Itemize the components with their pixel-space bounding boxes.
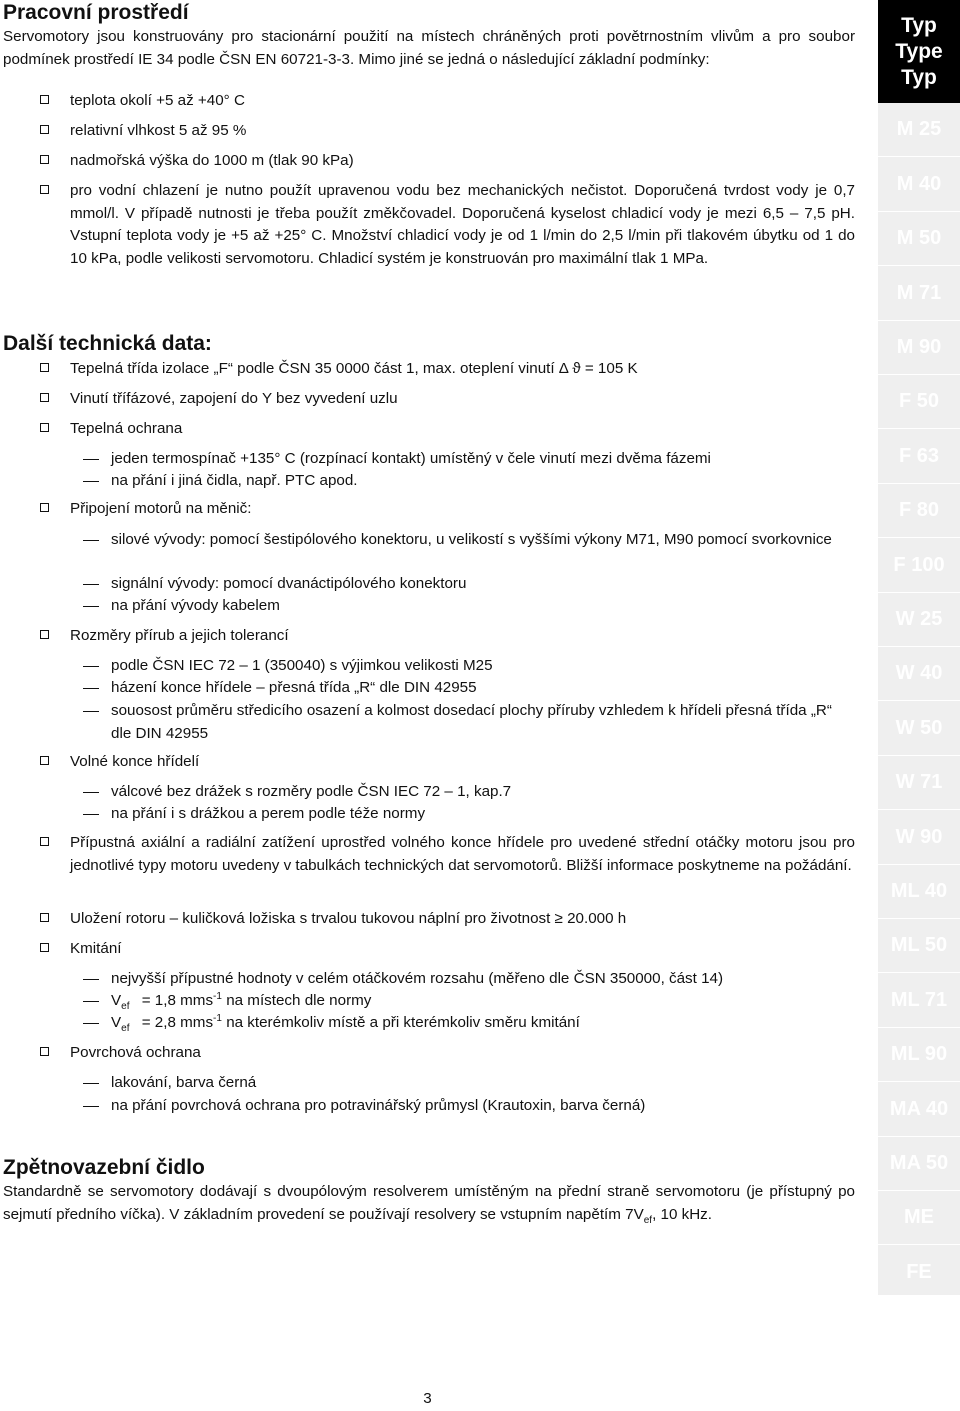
checkbox-bullet-icon	[40, 1047, 49, 1056]
bullet-altitude: nadmořská výška do 1000 m (tlak 90 kPa)	[3, 150, 855, 173]
sidebar-item-w50[interactable]: W 50	[878, 701, 960, 755]
sidebar-item-f80[interactable]: F 80	[878, 484, 960, 538]
dash-item-vef-any: $V_{ef} = 2,8$ mms$^{-1}$ na kterémkoliv místě a při kterémkoliv směru kmitání	[3, 1012, 855, 1035]
bullet-water-cooling: pro vodní chlazení je nutno použít upravenou vodu bez mechanických nečistot. Doporučená tvrdost vody je 0,7 mmol/l. V případě nutnosti je třeba použít změkčovadel. Doporučená kyselost chladicí vody je mezi 6,5 – 7,5 pH. Vstupní teplota vody je +5 až +25° C. Množství chladicí vody je od 1 l/min do 2,5 l/min při tlakovém úbytku od 1 do 10 kPa, podle velikosti servomotoru. Chladicí systém je konstruován pro maximální tlak 1 MPa.	[3, 180, 855, 270]
bullet-flange-dimensions: Rozměry přírub a jejich tolerancí	[3, 625, 855, 648]
checkbox-bullet-icon	[40, 363, 49, 372]
sidebar-item-m50[interactable]: M 50	[878, 212, 960, 266]
checkbox-bullet-icon	[40, 155, 49, 164]
checkbox-bullet-icon	[40, 837, 49, 846]
dash-item-cable-leads: na přání vývody kabelem	[3, 595, 855, 618]
dash-bullet-icon	[83, 1083, 99, 1084]
dash-item-shaft-runout: házení konce hřídele – přesná třída „R“ dle DIN 42955	[3, 677, 855, 700]
sidebar-item-ma40[interactable]: MA 40	[878, 1082, 960, 1136]
bullet-winding: Vinutí třífázové, zapojení do Y bez vyvedení uzlu	[3, 388, 855, 411]
checkbox-bullet-icon	[40, 393, 49, 402]
sidebar-header: Typ Type Typ	[878, 0, 960, 103]
dash-bullet-icon	[83, 792, 99, 793]
checkbox-bullet-icon	[40, 630, 49, 639]
sidebar-item-m25[interactable]: M 25	[878, 103, 960, 157]
sidebar-item-f100[interactable]: F 100	[878, 538, 960, 592]
bullet-shaft-ends: Volné konce hřídelí	[3, 751, 855, 774]
bullet-loads: Přípustná axiální a radiální zatížení uprostřed volného konce hřídele pro uvedené střední otáčky motoru jsou pro jednotlivé typy motoru uvedeny v tabulkách technických dat servomotorů. Bližší informace poskytneme na požádání.	[3, 832, 855, 877]
bullet-bearings: Uložení rotoru – kuličková ložiska s trvalou tukovou náplní pro životnost ≥ 20.000 h	[3, 908, 855, 931]
dash-bullet-icon	[83, 584, 99, 585]
checkbox-bullet-icon	[40, 423, 49, 432]
dash-bullet-icon	[83, 540, 99, 541]
dash-item-keyway: na přání i s drážkou a perem podle téže normy	[3, 803, 855, 826]
sidebar-item-w90[interactable]: W 90	[878, 810, 960, 864]
sidebar-item-ml71[interactable]: ML 71	[878, 973, 960, 1027]
sidebar-item-fe[interactable]: FE	[906, 1261, 932, 1284]
dash-item-thermal-switch: jeden termospínač +135° C (rozpínací kontakt) umístěný v čele vinutí mezi dvěma fázemi	[3, 448, 855, 471]
sidebar-item-w40[interactable]: W 40	[878, 647, 960, 701]
checkbox-bullet-icon	[40, 503, 49, 512]
checkbox-bullet-icon	[40, 943, 49, 952]
dash-bullet-icon	[83, 979, 99, 980]
sidebar-item-me[interactable]: ME	[878, 1191, 960, 1245]
dash-item-max-values: nejvyšší přípustné hodnoty v celém otáčkovém rozsahu (měřeno dle ČSN 350000, část 14)	[3, 968, 855, 991]
intro-paragraph: Servomotory jsou konstruovány pro stacionární použití na místech chráněných proti povětrnostním vlivům a pro soubor podmínek prostředí IE 34 podle ČSN EN 60721-3-3. Mimo jiné se jedná o následující základní podmínky:	[3, 28, 855, 68]
dash-item-concentricity: souosost průměru středicího osazení a kolmost dosedací plochy příruby vzhledem k hřídeli přesná třída „R“ dle DIN 42955	[3, 700, 855, 745]
dash-bullet-icon	[83, 1023, 99, 1024]
bullet-vibration: Kmitání	[3, 938, 855, 961]
checkbox-bullet-icon	[40, 756, 49, 765]
section-working-environment	[3, 0, 855, 71]
feedback-paragraph: Standardně se servomotory dodávají s dvoupólovým resolverem umístěným na přední straně servomotoru (je přístupný po sejmutí předního víčka). V základním provedení se používají resolvery se vstupním napětím $7V_{ef}$, 10 kHz.	[3, 1183, 855, 1226]
bullet-insulation: Tepelná třída izolace „F“ podle ČSN 35 0000 část 1, max. oteplení vinutí Δ ϑ = 105 K	[3, 358, 855, 381]
dash-item-signal-leads: signální vývody: pomocí dvanáctipólového konektoru	[3, 573, 855, 596]
section-title-technical-data: Další technická data:	[3, 332, 212, 355]
dash-item-food-industry: na přání povrchová ochrana pro potravinářský průmysl (Krautoxin, barva černá)	[3, 1095, 855, 1118]
dash-bullet-icon	[83, 711, 99, 712]
dash-bullet-icon	[83, 814, 99, 815]
sidebar-item-w25[interactable]: W 25	[878, 593, 960, 647]
sidebar-item-w71[interactable]: W 71	[878, 756, 960, 810]
bullet-humidity: relativní vlhkost 5 až 95 %	[3, 120, 855, 143]
checkbox-bullet-icon	[40, 185, 49, 194]
sidebar-item-m90[interactable]: M 90	[878, 321, 960, 375]
sidebar-item-ml50[interactable]: ML 50	[878, 919, 960, 973]
dash-item-vef-standard: $V_{ef} = 1,8$ mms$^{-1}$ na místech dle normy	[3, 990, 855, 1013]
sidebar-item-m71[interactable]: M 71	[878, 266, 960, 320]
bullet-temperature: teplota okolí +5 až +40° C	[3, 90, 855, 113]
checkbox-bullet-icon	[40, 913, 49, 922]
dash-item-csn-iec: podle ČSN IEC 72 – 1 (350040) s výjimkou velikosti M25	[3, 655, 855, 678]
dash-bullet-icon	[83, 1106, 99, 1107]
dash-bullet-icon	[83, 481, 99, 482]
bullet-connection: Připojení motorů na měnič:	[3, 498, 855, 521]
sidebar-item-m40[interactable]: M 40	[878, 157, 960, 211]
dash-item-cylindrical: válcové bez drážek s rozměry podle ČSN IEC 72 – 1, kap.7	[3, 781, 855, 804]
dash-bullet-icon	[83, 688, 99, 689]
bullet-thermal-protection: Tepelná ochrana	[3, 418, 855, 441]
sidebar-item-f50[interactable]: F 50	[878, 375, 960, 429]
sidebar-item-ml90[interactable]: ML 90	[878, 1028, 960, 1082]
type-sidebar	[878, 0, 960, 1295]
dash-bullet-icon	[83, 459, 99, 460]
dash-item-other-sensors: na přání i jiná čidla, např. PTC apod.	[3, 470, 855, 493]
sidebar-item-ml40[interactable]: ML 40	[878, 865, 960, 919]
sidebar-item-ma50[interactable]: MA 50	[878, 1137, 960, 1191]
section-feedback-sensor	[3, 1155, 855, 1226]
checkbox-bullet-icon	[40, 95, 49, 104]
dash-bullet-icon	[83, 666, 99, 667]
dash-bullet-icon	[83, 606, 99, 607]
bullet-surface-protection: Povrchová ochrana	[3, 1042, 855, 1065]
dash-bullet-icon	[83, 1001, 99, 1002]
dash-item-power-leads: silové vývody: pomocí šestipólového konektoru, u velikostí s vyššími výkony M71, M90 pomocí svorkovnice	[3, 529, 855, 552]
section-title-feedback-sensor: Zpětnovazební čidlo	[3, 1156, 205, 1179]
checkbox-bullet-icon	[40, 125, 49, 134]
sidebar-item-f63[interactable]: F 63	[878, 429, 960, 483]
page-number: 3	[423, 1390, 432, 1407]
dash-item-lacquer: lakování, barva černá	[3, 1072, 855, 1095]
section-title-working-environment: Pracovní prostředí	[3, 1, 189, 24]
